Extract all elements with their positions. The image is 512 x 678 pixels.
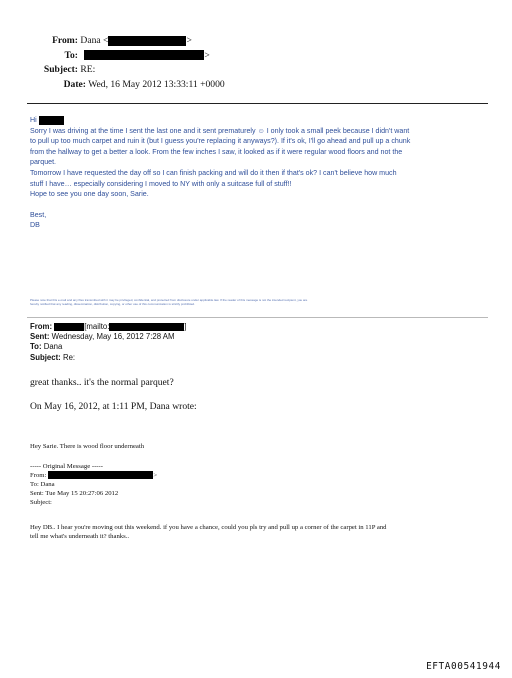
redaction-bar bbox=[108, 36, 186, 46]
quoted-from-row bbox=[30, 322, 187, 332]
original-from-close: > bbox=[153, 472, 158, 479]
from-close: > bbox=[186, 35, 192, 46]
header-to-row bbox=[30, 49, 225, 64]
reply-line: parquet. bbox=[30, 158, 57, 167]
bates-number: EFTA00541944 bbox=[426, 661, 501, 672]
original-body-line: Hey DB.. I hear you're moving out this weekend. if you have a chance, could you pls try and pull up a corner of the carpet in 11P and bbox=[30, 524, 387, 531]
original-from-row bbox=[30, 471, 157, 480]
from-label: From: bbox=[52, 35, 78, 46]
reply-line: to pull up too much carpet and ruin it (but I guess you're replacing it anyways?). If it's ok, I'll go ahead and pull up a chunk bbox=[30, 137, 411, 146]
redaction-bar bbox=[54, 323, 84, 331]
message-body: great thanks.. it's the normal parquet? bbox=[30, 377, 174, 388]
quoted-subject-label: Subject: bbox=[30, 352, 61, 362]
date-value: Wed, 16 May 2012 13:33:11 +0000 bbox=[88, 78, 225, 90]
greeting: Hi bbox=[30, 116, 37, 124]
legal-disclaimer bbox=[30, 298, 480, 306]
quoted-to-label: To: bbox=[30, 342, 42, 352]
from-name: Dana < bbox=[80, 35, 109, 46]
original-from-label: From: bbox=[30, 472, 47, 479]
header-from-row bbox=[30, 34, 225, 49]
email-header bbox=[30, 34, 225, 92]
subject-label: Subject: bbox=[43, 64, 78, 75]
quoted-sent-row bbox=[30, 332, 187, 342]
original-message-body bbox=[30, 523, 387, 541]
reply-line: Tomorrow I have requested the day off so I can finish packing and will do it then if that's ok? I can't believe how much bbox=[30, 168, 397, 177]
header-subject-row bbox=[30, 63, 225, 78]
original-subject-line: Subject: bbox=[30, 499, 52, 506]
reply-closing: Best, bbox=[30, 210, 47, 219]
quoted-header bbox=[30, 322, 187, 363]
to-label: To: bbox=[64, 49, 78, 61]
subject-value: RE: bbox=[80, 64, 96, 75]
redaction-bar bbox=[109, 322, 187, 331]
redaction-bar bbox=[48, 471, 153, 479]
reply-line: Sorry I was driving at the time I sent the last one and it sent prematurely ☺ I only took a small peek because I didn't want bbox=[30, 126, 410, 135]
original-body-line: tell me what's underneath it? thanks.. bbox=[30, 533, 130, 540]
quoted-to-value: Dana bbox=[43, 342, 63, 352]
quoted-from-label: From: bbox=[30, 322, 53, 331]
disclaimer-line: Please note that this e-mail and any files transmitted with it may be privileged, confidential, and protected from disclosure under applicable law. If the reader of this message is not the intended recipient, you are bbox=[30, 298, 308, 302]
quoted-mailto-close: ] bbox=[184, 322, 187, 331]
original-sent-line: Sent: Tue May 15 20:27:06 2012 bbox=[30, 490, 119, 497]
dana-reply-body: Hey Sarie. There is wood floor underneath bbox=[30, 443, 145, 450]
reply-signature: DB bbox=[30, 221, 40, 230]
quote-divider bbox=[27, 317, 488, 318]
reply-body bbox=[30, 115, 482, 231]
redaction-bar bbox=[39, 116, 64, 125]
original-to-line: To: Dana bbox=[30, 481, 55, 488]
header-date-row bbox=[30, 78, 225, 93]
original-message-header bbox=[30, 462, 157, 507]
quoted-sent-value: Wednesday, May 16, 2012 7:28 AM bbox=[51, 332, 175, 342]
original-separator: ----- Original Message ----- bbox=[30, 463, 103, 470]
redaction-bar bbox=[84, 50, 204, 60]
date-label: Date: bbox=[63, 78, 86, 90]
reply-line: from the hallway to get a better a look. From the few inches I saw, it looked as if it were regular wood floors and not the bbox=[30, 147, 403, 156]
reply-line: stuff I have… especially considering I moved to NY with only a suitcase full of stuff!! bbox=[30, 179, 292, 188]
message-attribution: On May 16, 2012, at 1:11 PM, Dana wrote: bbox=[30, 401, 197, 412]
reply-line: Hope to see you one day soon, Sarie. bbox=[30, 190, 149, 199]
header-divider bbox=[27, 103, 488, 104]
disclaimer-line: hereby notified that any reading, dissemination, distribution, copying, or other use of this communication is strictly prohibited. bbox=[30, 302, 195, 306]
quoted-subject-value: Re: bbox=[62, 352, 76, 362]
quoted-mailto: [mailto: bbox=[84, 322, 110, 331]
quoted-to-row bbox=[30, 342, 187, 352]
to-close: > bbox=[204, 49, 210, 61]
reply-greeting-line bbox=[30, 115, 482, 126]
quoted-subject-row bbox=[30, 353, 187, 363]
quoted-sent-label: Sent: bbox=[30, 332, 50, 342]
